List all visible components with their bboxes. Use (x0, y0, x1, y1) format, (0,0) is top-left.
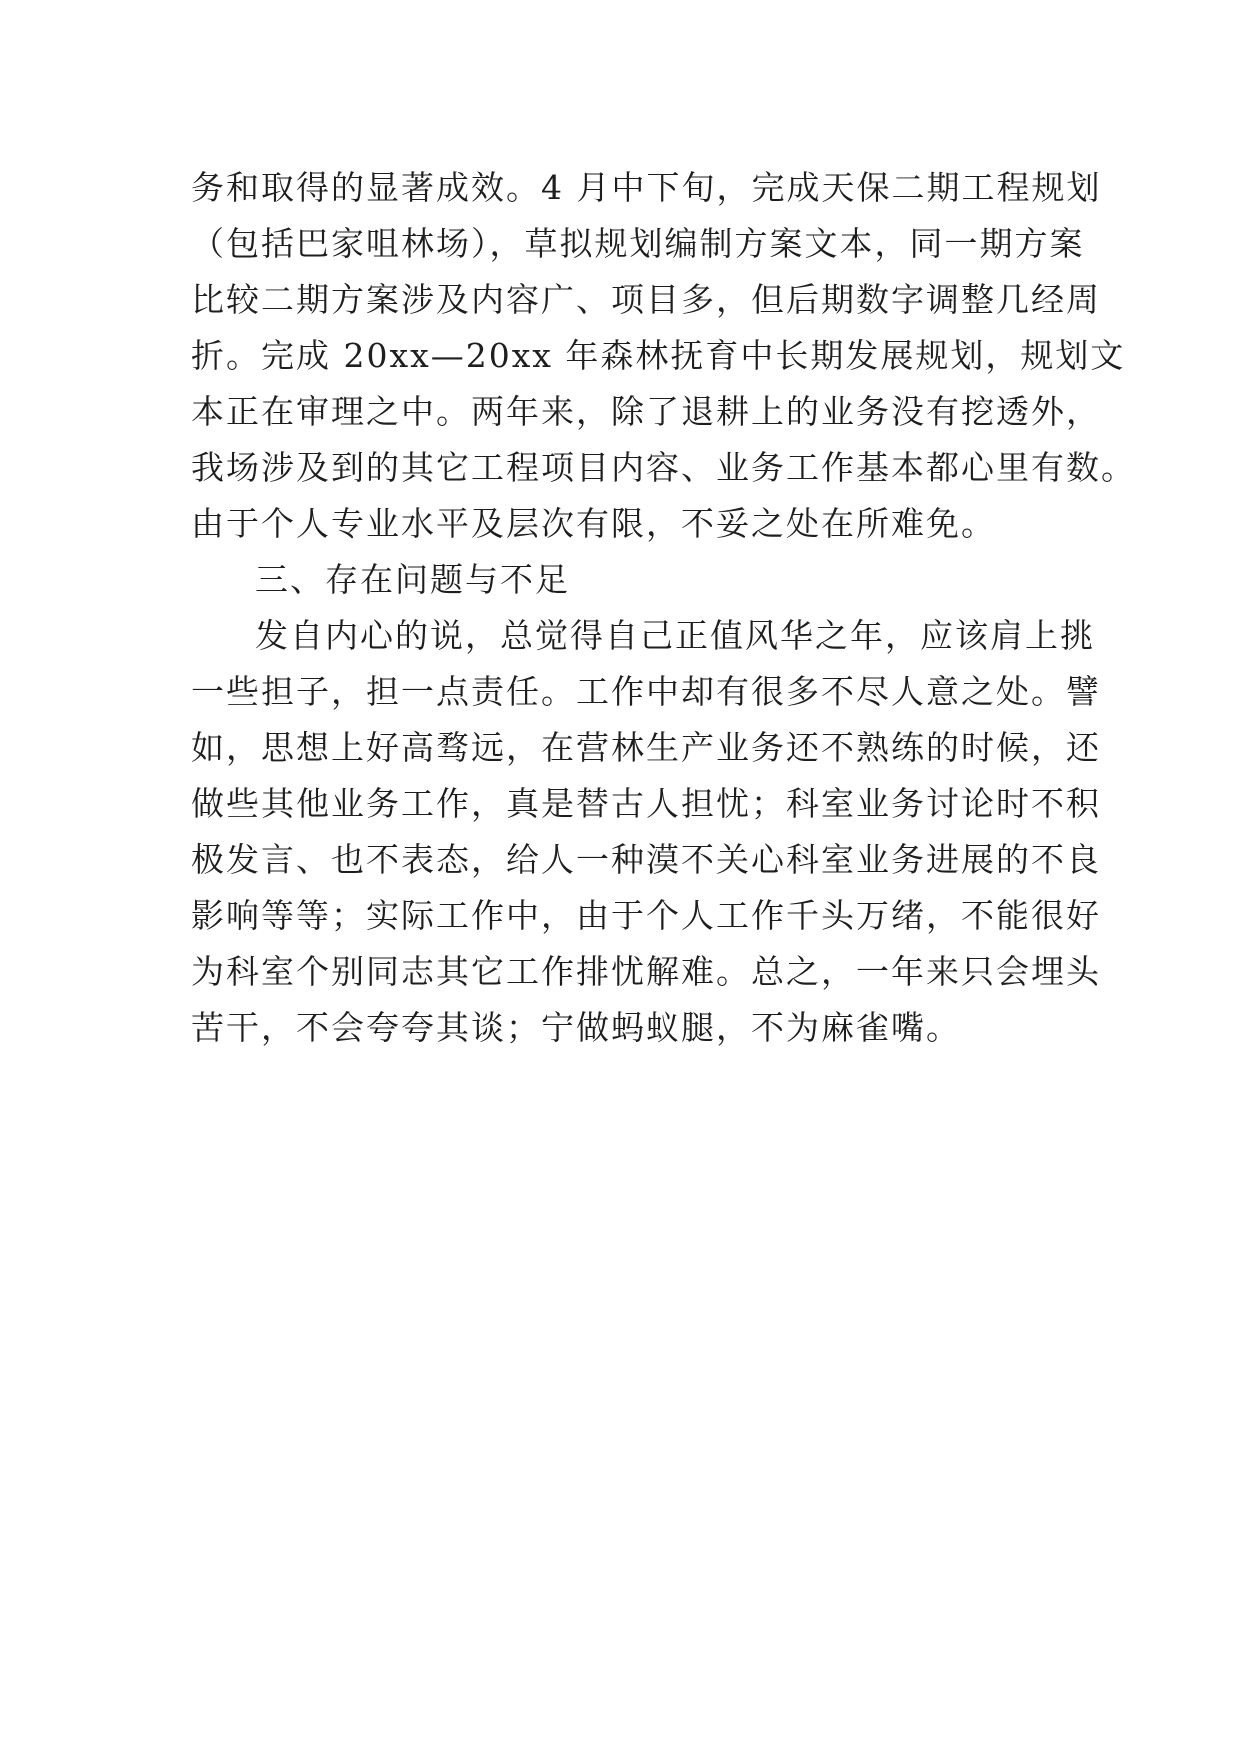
paragraph-problems (191, 608, 1101, 1056)
paragraph-line: 务和取得的显著成效。4 月中下旬，完成天保二期工程规划 (191, 168, 1102, 207)
paragraph-line: 比较二期方案涉及内容广、项目多，但后期数字调整几经周 (191, 280, 1101, 319)
paragraph-line: 极发言、也不表态，给人一种漠不关心科室业务进展的不良 (191, 840, 1101, 879)
document-body (191, 160, 1136, 1056)
paragraph-line: 如，思想上好高骛远，在营林生产业务还不熟练的时候，还 (191, 728, 1101, 767)
paragraph-line: 为科室个别同志其它工作排忧解难。总之，一年来只会埋头 (191, 952, 1101, 991)
paragraph-line: 影响等等；实际工作中，由于个人工作千头万绪，不能很好 (191, 896, 1101, 935)
section-heading: 三、存在问题与不足 (255, 560, 570, 599)
paragraph-line: 我场涉及到的其它工程项目内容、业务工作基本都心里有数。 (191, 448, 1136, 487)
paragraph-continued (191, 160, 1136, 552)
paragraph-line: 由于个人专业水平及层次有限，不妥之处在所难免。 (191, 504, 996, 543)
paragraph-line: 折。完成 20xx—20xx 年森林抚育中长期发展规划，规划文 (191, 336, 1126, 375)
paragraph-line: 做些其他业务工作，真是替古人担忧；科室业务讨论时不积 (191, 784, 1101, 823)
paragraph-line: 本正在审理之中。两年来，除了退耕上的业务没有挖透外， (191, 392, 1101, 431)
paragraph-line: 一些担子，担一点责任。工作中却有很多不尽人意之处。譬 (191, 672, 1101, 711)
paragraph-line: （包括巴家咀林场），草拟规划编制方案文本，同一期方案 (191, 224, 1085, 263)
paragraph-line: 苦干，不会夸夸其谈；宁做蚂蚁腿，不为麻雀嘴。 (191, 1008, 961, 1047)
paragraph-line: 发自内心的说，总觉得自己正值风华之年，应该肩上挑 (255, 616, 1095, 655)
